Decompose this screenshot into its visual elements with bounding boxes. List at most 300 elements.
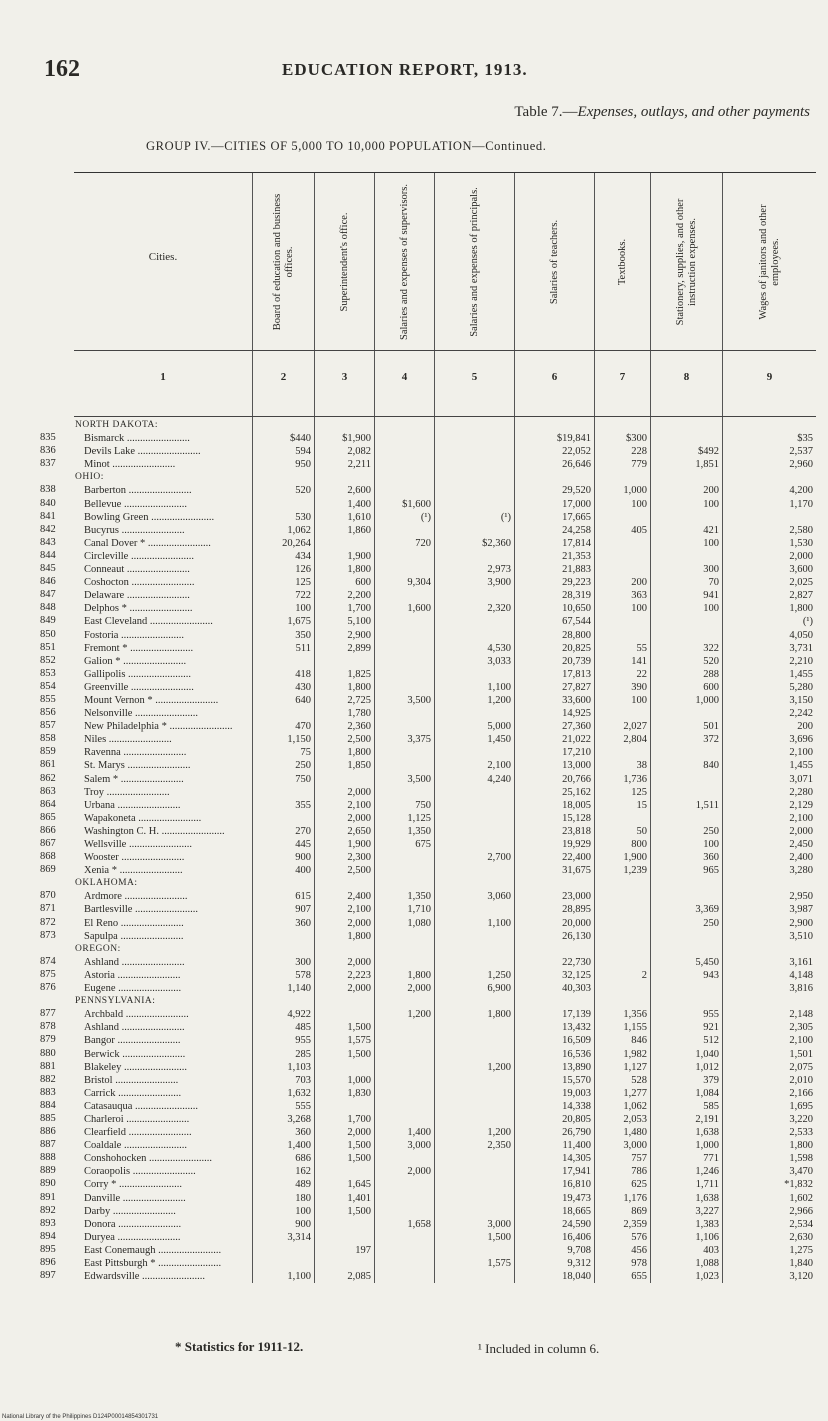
table-cell: 2,000 bbox=[347, 956, 371, 968]
state-heading: NORTH DAKOTA: bbox=[75, 420, 159, 430]
table-cell bbox=[375, 445, 434, 458]
table-cell: 520 bbox=[703, 655, 719, 667]
table-cell: 1,127 bbox=[623, 1061, 647, 1073]
table-cell bbox=[253, 877, 314, 890]
table-cell: 1,800 bbox=[347, 930, 371, 942]
city-name: Bucyrus ........................ bbox=[84, 524, 185, 536]
table-cell: 1,710 bbox=[407, 904, 431, 916]
table-cell: 1,400 bbox=[407, 1127, 431, 1139]
expenses-table bbox=[74, 172, 816, 1283]
line-number: 865 bbox=[40, 811, 56, 823]
city-name: Bristol ........................ bbox=[84, 1074, 179, 1086]
table-cell: 18,665 bbox=[562, 1205, 591, 1217]
table-cell bbox=[595, 903, 650, 916]
table-cell bbox=[315, 537, 374, 550]
column-board bbox=[252, 417, 314, 1283]
table-cell: 1,700 bbox=[347, 603, 371, 615]
table-cell: 2,534 bbox=[789, 1218, 813, 1230]
table-cell bbox=[595, 419, 650, 432]
table-cell: 4,200 bbox=[789, 485, 813, 497]
line-number: 844 bbox=[40, 549, 56, 561]
table-cell bbox=[375, 1074, 434, 1087]
table-cell: 418 bbox=[295, 668, 311, 680]
city-name: Carrick ........................ bbox=[84, 1087, 182, 1099]
table-cell: 2,359 bbox=[623, 1218, 647, 1230]
table-cell bbox=[375, 458, 434, 471]
table-header bbox=[74, 173, 816, 351]
col-number: 6 bbox=[514, 351, 594, 416]
table-cell bbox=[651, 511, 722, 524]
city-name: Danville ........................ bbox=[84, 1192, 186, 1204]
table-cell bbox=[375, 1205, 434, 1218]
table-cell: 2,400 bbox=[347, 891, 371, 903]
table-cell: 1,675 bbox=[287, 616, 311, 628]
table-cell: 3,816 bbox=[789, 983, 813, 995]
table-cell: 10,650 bbox=[562, 603, 591, 615]
table-cell: 3,500 bbox=[407, 773, 431, 785]
state-heading: OREGON: bbox=[75, 943, 121, 954]
table-cell: 655 bbox=[631, 1271, 647, 1283]
city-name: Gallipolis ........................ bbox=[84, 668, 192, 680]
table-cell: 1,700 bbox=[347, 1113, 371, 1125]
line-number: 848 bbox=[40, 602, 56, 614]
table-cell bbox=[435, 864, 514, 877]
table-cell: 3,280 bbox=[789, 865, 813, 877]
line-number: 853 bbox=[40, 667, 56, 679]
table-cell: 1,830 bbox=[347, 1087, 371, 1099]
line-number: 864 bbox=[40, 798, 56, 810]
table-cell bbox=[595, 511, 650, 524]
table-cell: 4,050 bbox=[789, 629, 813, 641]
table-cell bbox=[435, 1270, 514, 1283]
table-cell: 445 bbox=[295, 839, 311, 850]
table-cell: 585 bbox=[703, 1100, 719, 1112]
table-cell bbox=[595, 943, 650, 956]
table-cell: 3,000 bbox=[407, 1140, 431, 1152]
table-cell: 3,000 bbox=[623, 1140, 647, 1152]
table-cell bbox=[375, 629, 434, 642]
table-cell: 1,900 bbox=[347, 550, 371, 562]
table-cell bbox=[375, 720, 434, 733]
table-cell: 23,000 bbox=[562, 891, 591, 903]
table-cell: 869 bbox=[631, 1205, 647, 1217]
table-cell: 3,150 bbox=[789, 694, 813, 706]
table-cell: 520 bbox=[295, 485, 311, 497]
table-cell: 18,005 bbox=[562, 799, 591, 811]
table-cell bbox=[375, 681, 434, 694]
city-name: Ashland ........................ bbox=[84, 1022, 185, 1034]
city-name: Ashland ........................ bbox=[84, 956, 185, 968]
table-cell bbox=[515, 877, 594, 890]
line-number: 838 bbox=[40, 484, 56, 496]
table-cell: 2,630 bbox=[789, 1231, 813, 1243]
table-cell: 17,000 bbox=[562, 498, 591, 510]
city-name: Wooster ........................ bbox=[84, 852, 185, 864]
table-cell: 350 bbox=[295, 629, 311, 641]
line-number: 835 bbox=[40, 432, 56, 444]
table-cell: 943 bbox=[703, 969, 719, 981]
table-cell bbox=[435, 1178, 514, 1191]
city-name: Archbald ........................ bbox=[84, 1009, 189, 1021]
table-cell bbox=[253, 930, 314, 943]
table-cell bbox=[595, 812, 650, 825]
table-cell: 1,275 bbox=[789, 1244, 813, 1256]
line-number: 857 bbox=[40, 720, 56, 732]
table-cell bbox=[253, 812, 314, 825]
table-cell bbox=[375, 1231, 434, 1244]
table-cell bbox=[253, 1257, 314, 1270]
table-cell: 1,800 bbox=[407, 969, 431, 981]
table-cell: 2,360 bbox=[347, 721, 371, 733]
table-cell: 2 bbox=[641, 969, 647, 981]
line-number: 862 bbox=[40, 772, 56, 784]
table-cell: 941 bbox=[703, 590, 719, 602]
line-number: 869 bbox=[40, 864, 56, 876]
table-title-prefix: Table 7.— bbox=[514, 104, 578, 120]
line-number: 872 bbox=[40, 916, 56, 928]
table-cell: 125 bbox=[295, 577, 311, 589]
table-cell: 1,246 bbox=[695, 1166, 719, 1178]
table-cell: 25,162 bbox=[562, 786, 591, 798]
table-cell bbox=[435, 707, 514, 720]
city-name: Troy ........................ bbox=[84, 786, 170, 798]
table-cell bbox=[315, 655, 374, 668]
table-cell bbox=[375, 550, 434, 563]
table-cell: 1,000 bbox=[695, 694, 719, 706]
table-cell bbox=[435, 1192, 514, 1205]
table-cell: 3,071 bbox=[789, 773, 813, 785]
table-cell: 3,220 bbox=[789, 1113, 813, 1125]
table-cell: 489 bbox=[295, 1179, 311, 1191]
line-number: 847 bbox=[40, 589, 56, 601]
table-cell bbox=[375, 864, 434, 877]
table-cell: 1,084 bbox=[695, 1087, 719, 1099]
table-cell: 22 bbox=[636, 668, 647, 680]
table-cell: 1,100 bbox=[487, 917, 511, 929]
table-cell: 1,500 bbox=[347, 1153, 371, 1165]
table-cell: 1,800 bbox=[347, 747, 371, 759]
table-cell: 9,304 bbox=[407, 577, 431, 589]
table-cell bbox=[515, 995, 594, 1008]
table-cell: 16,810 bbox=[562, 1179, 591, 1191]
table-cell bbox=[651, 629, 722, 642]
table-cell: 13,000 bbox=[562, 760, 591, 772]
table-cell: 907 bbox=[295, 904, 311, 916]
line-numbers bbox=[40, 418, 74, 1282]
table-cell: 1,800 bbox=[789, 603, 813, 615]
col-number: 2 bbox=[252, 351, 314, 416]
table-cell bbox=[723, 419, 816, 432]
table-cell: 50 bbox=[636, 825, 647, 837]
line-number: 849 bbox=[40, 615, 56, 627]
table-cell: 9,312 bbox=[567, 1258, 591, 1269]
line-number: 841 bbox=[40, 510, 56, 522]
table-cell: 355 bbox=[295, 799, 311, 811]
line-number: 876 bbox=[40, 982, 56, 994]
city-name: Bellevue ........................ bbox=[84, 498, 187, 510]
table-cell: 31,675 bbox=[562, 865, 591, 877]
header-principals bbox=[434, 173, 514, 350]
line-number: 842 bbox=[40, 523, 56, 535]
table-cell: 511 bbox=[295, 642, 311, 654]
table-cell bbox=[595, 615, 650, 628]
table-cell: 1,356 bbox=[623, 1009, 647, 1021]
line-number bbox=[40, 470, 74, 483]
table-cell: $1,900 bbox=[342, 433, 371, 445]
table-cell: 40,303 bbox=[562, 983, 591, 995]
table-cell: 141 bbox=[631, 655, 647, 667]
table-cell: 800 bbox=[631, 839, 647, 850]
table-cell: 1,658 bbox=[407, 1218, 431, 1230]
table-cell: 757 bbox=[631, 1153, 647, 1165]
table-cell: 100 bbox=[703, 603, 719, 615]
table-cell bbox=[651, 471, 722, 484]
table-cell: 23,818 bbox=[562, 825, 591, 837]
city-name: Coshocton ........................ bbox=[84, 577, 195, 589]
table-cell bbox=[515, 419, 594, 432]
table-cell: 1,080 bbox=[407, 917, 431, 929]
table-cell bbox=[375, 786, 434, 799]
line-number: 855 bbox=[40, 693, 56, 705]
table-cell: 250 bbox=[703, 917, 719, 929]
table-cell: 2,010 bbox=[789, 1074, 813, 1086]
table-cell bbox=[375, 877, 434, 890]
state-heading: OHIO: bbox=[75, 472, 104, 483]
table-cell: 2,191 bbox=[695, 1113, 719, 1125]
table-cell: 250 bbox=[295, 760, 311, 772]
table-cell: 1,500 bbox=[347, 1140, 371, 1152]
table-cell: 390 bbox=[631, 681, 647, 693]
table-cell: 14,338 bbox=[562, 1100, 591, 1112]
table-cell bbox=[435, 877, 514, 890]
table-cell: 1,455 bbox=[789, 668, 813, 680]
line-number: 871 bbox=[40, 903, 56, 915]
table-cell: 2,580 bbox=[789, 524, 813, 536]
table-cell bbox=[435, 668, 514, 681]
table-cell bbox=[595, 707, 650, 720]
table-cell: 1,040 bbox=[695, 1048, 719, 1060]
table-cell: 9,708 bbox=[567, 1244, 591, 1256]
table-cell bbox=[253, 786, 314, 799]
line-number: 854 bbox=[40, 680, 56, 692]
table-cell bbox=[435, 1152, 514, 1165]
table-cell: 28,319 bbox=[562, 590, 591, 602]
table-cell: 379 bbox=[703, 1074, 719, 1086]
table-cell: 21,022 bbox=[562, 734, 591, 746]
table-cell: 17,941 bbox=[562, 1166, 591, 1178]
table-cell bbox=[375, 1061, 434, 1074]
table-cell: 360 bbox=[295, 1127, 311, 1139]
table-cell: 1,200 bbox=[487, 694, 511, 706]
table-cell bbox=[651, 773, 722, 786]
line-number: 836 bbox=[40, 445, 56, 457]
table-cell: 2,000 bbox=[789, 825, 813, 837]
table-cell: 1,575 bbox=[347, 1035, 371, 1047]
table-cell: 1,383 bbox=[695, 1218, 719, 1230]
city-name: St. Marys ........................ bbox=[84, 760, 191, 772]
table-cell: 2,899 bbox=[347, 642, 371, 654]
city-name: Edwardsville ........................ bbox=[84, 1271, 206, 1283]
table-cell: 1,800 bbox=[487, 1009, 511, 1021]
table-cell: 1,000 bbox=[695, 1140, 719, 1152]
table-cell: 100 bbox=[703, 498, 719, 510]
table-cell: 67,544 bbox=[562, 616, 591, 628]
table-cell: 2,305 bbox=[789, 1022, 813, 1034]
table-cell bbox=[435, 1205, 514, 1218]
table-cell bbox=[315, 471, 374, 484]
table-cell bbox=[375, 1152, 434, 1165]
table-cell: 4,240 bbox=[487, 773, 511, 785]
table-cell: 5,000 bbox=[487, 721, 511, 733]
table-cell bbox=[651, 707, 722, 720]
table-cell bbox=[435, 498, 514, 511]
table-cell: $2,360 bbox=[482, 537, 511, 549]
table-cell: 3,227 bbox=[695, 1205, 719, 1217]
table-cell: 950 bbox=[295, 459, 311, 471]
table-cell: 14,925 bbox=[562, 708, 591, 720]
table-cell bbox=[435, 746, 514, 759]
table-cell: 2,960 bbox=[789, 459, 813, 471]
table-cell: 3,369 bbox=[695, 904, 719, 916]
table-cell: 100 bbox=[631, 694, 647, 706]
table-cell: 17,139 bbox=[562, 1009, 591, 1021]
table-cell: 456 bbox=[631, 1244, 647, 1256]
table-cell bbox=[435, 1165, 514, 1178]
city-name: Conshohocken ........................ bbox=[84, 1153, 213, 1165]
table-cell: 6,900 bbox=[487, 983, 511, 995]
table-cell: 2,000 bbox=[407, 1166, 431, 1178]
table-cell: 2,400 bbox=[789, 852, 813, 864]
line-number: 856 bbox=[40, 707, 56, 719]
table-cell: 1,638 bbox=[695, 1127, 719, 1139]
city-name: Delphos * ........................ bbox=[84, 603, 193, 615]
table-cell: 1,000 bbox=[347, 1074, 371, 1086]
table-cell: 322 bbox=[703, 642, 719, 654]
table-cell: 1,176 bbox=[623, 1192, 647, 1204]
table-cell bbox=[375, 943, 434, 956]
table-cell bbox=[375, 1100, 434, 1113]
table-cell: 1,250 bbox=[487, 969, 511, 981]
table-cell: *1,832 bbox=[784, 1179, 813, 1191]
table-cell: 2,650 bbox=[347, 825, 371, 837]
table-cell: 750 bbox=[415, 799, 431, 811]
table-cell: 2,000 bbox=[347, 983, 371, 995]
table-cell bbox=[435, 956, 514, 969]
table-cell: 1,140 bbox=[287, 983, 311, 995]
column-supervisors bbox=[374, 417, 434, 1283]
table-cell: 2,100 bbox=[789, 747, 813, 759]
table-cell: 1,106 bbox=[695, 1231, 719, 1243]
table-cell: $35 bbox=[797, 433, 813, 445]
table-cell: 1,455 bbox=[789, 760, 813, 772]
table-cell bbox=[723, 511, 816, 524]
header-board bbox=[252, 173, 314, 350]
line-number: 870 bbox=[40, 890, 56, 902]
table-cell: 1,480 bbox=[623, 1127, 647, 1139]
table-cell: 1,695 bbox=[789, 1100, 813, 1112]
line-number: 840 bbox=[40, 497, 56, 509]
header-supervisors-label: Salaries and expenses of supervisors. bbox=[398, 183, 410, 340]
table-cell: $300 bbox=[626, 433, 647, 445]
table-cell: 3,600 bbox=[789, 564, 813, 576]
table-cell: 900 bbox=[295, 852, 311, 864]
column-superintendent bbox=[314, 417, 374, 1283]
table-cell: 162 bbox=[295, 1166, 311, 1178]
table-cell bbox=[435, 930, 514, 943]
table-cell bbox=[375, 1270, 434, 1283]
header-textbooks-label: Textbooks. bbox=[616, 238, 628, 285]
table-cell: 20,739 bbox=[562, 655, 591, 667]
table-cell bbox=[595, 930, 650, 943]
table-cell bbox=[375, 1113, 434, 1126]
table-cell: 2,000 bbox=[347, 812, 371, 824]
table-cell: 2,280 bbox=[789, 786, 813, 798]
city-name: Ravenna ........................ bbox=[84, 747, 187, 759]
city-name: Nelsonville ........................ bbox=[84, 708, 199, 720]
table-cell: 1,500 bbox=[347, 1205, 371, 1217]
header-cities bbox=[74, 173, 252, 350]
table-cell: 2,000 bbox=[347, 917, 371, 929]
table-cell bbox=[435, 1244, 514, 1257]
table-cell: 1,125 bbox=[407, 812, 431, 824]
table-cell: 33,600 bbox=[562, 694, 591, 706]
table-cell: 421 bbox=[703, 524, 719, 536]
table-cell bbox=[595, 550, 650, 563]
city-name: Wellsville ........................ bbox=[84, 839, 192, 850]
table-cell bbox=[315, 773, 374, 786]
table-cell: 3,314 bbox=[287, 1231, 311, 1243]
table-cell: 24,258 bbox=[562, 524, 591, 536]
table-cell: 405 bbox=[631, 524, 647, 536]
table-cell: 2,350 bbox=[487, 1140, 511, 1152]
table-cell: 26,790 bbox=[562, 1127, 591, 1139]
table-cell: 1,500 bbox=[347, 1022, 371, 1034]
table-cell: 3,120 bbox=[789, 1271, 813, 1283]
table-cell: 400 bbox=[295, 865, 311, 877]
city-name: Minot ........................ bbox=[84, 459, 176, 471]
table-cell: 2,100 bbox=[789, 812, 813, 824]
city-name: Clearfield ........................ bbox=[84, 1127, 192, 1139]
line-number: 843 bbox=[40, 536, 56, 548]
line-number: 895 bbox=[40, 1243, 56, 1255]
city-name: Ardmore ........................ bbox=[84, 891, 188, 903]
table-cell: 300 bbox=[295, 956, 311, 968]
table-cell: 17,813 bbox=[562, 668, 591, 680]
table-cell: 18,040 bbox=[562, 1271, 591, 1283]
column-numbers-row bbox=[74, 351, 816, 417]
table-cell: 3,696 bbox=[789, 734, 813, 746]
line-number: 897 bbox=[40, 1270, 56, 1282]
header-superintendent bbox=[314, 173, 374, 350]
table-cell: 20,000 bbox=[562, 917, 591, 929]
table-cell: 26,130 bbox=[562, 930, 591, 942]
table-cell: 594 bbox=[295, 446, 311, 458]
city-name: Conneaut ........................ bbox=[84, 564, 190, 576]
table-cell: 1,170 bbox=[789, 498, 813, 510]
table-cell: 1,062 bbox=[623, 1100, 647, 1112]
table-cell: 2,320 bbox=[487, 603, 511, 615]
table-cell: 200 bbox=[631, 577, 647, 589]
table-cell bbox=[315, 943, 374, 956]
table-cell: 600 bbox=[703, 681, 719, 693]
table-cell bbox=[375, 524, 434, 537]
table-cell bbox=[651, 890, 722, 903]
table-cell: 4,148 bbox=[789, 969, 813, 981]
table-cell: 786 bbox=[631, 1166, 647, 1178]
line-number: 894 bbox=[40, 1230, 56, 1242]
table-cell: 22,052 bbox=[562, 446, 591, 458]
table-cell: 200 bbox=[703, 485, 719, 497]
